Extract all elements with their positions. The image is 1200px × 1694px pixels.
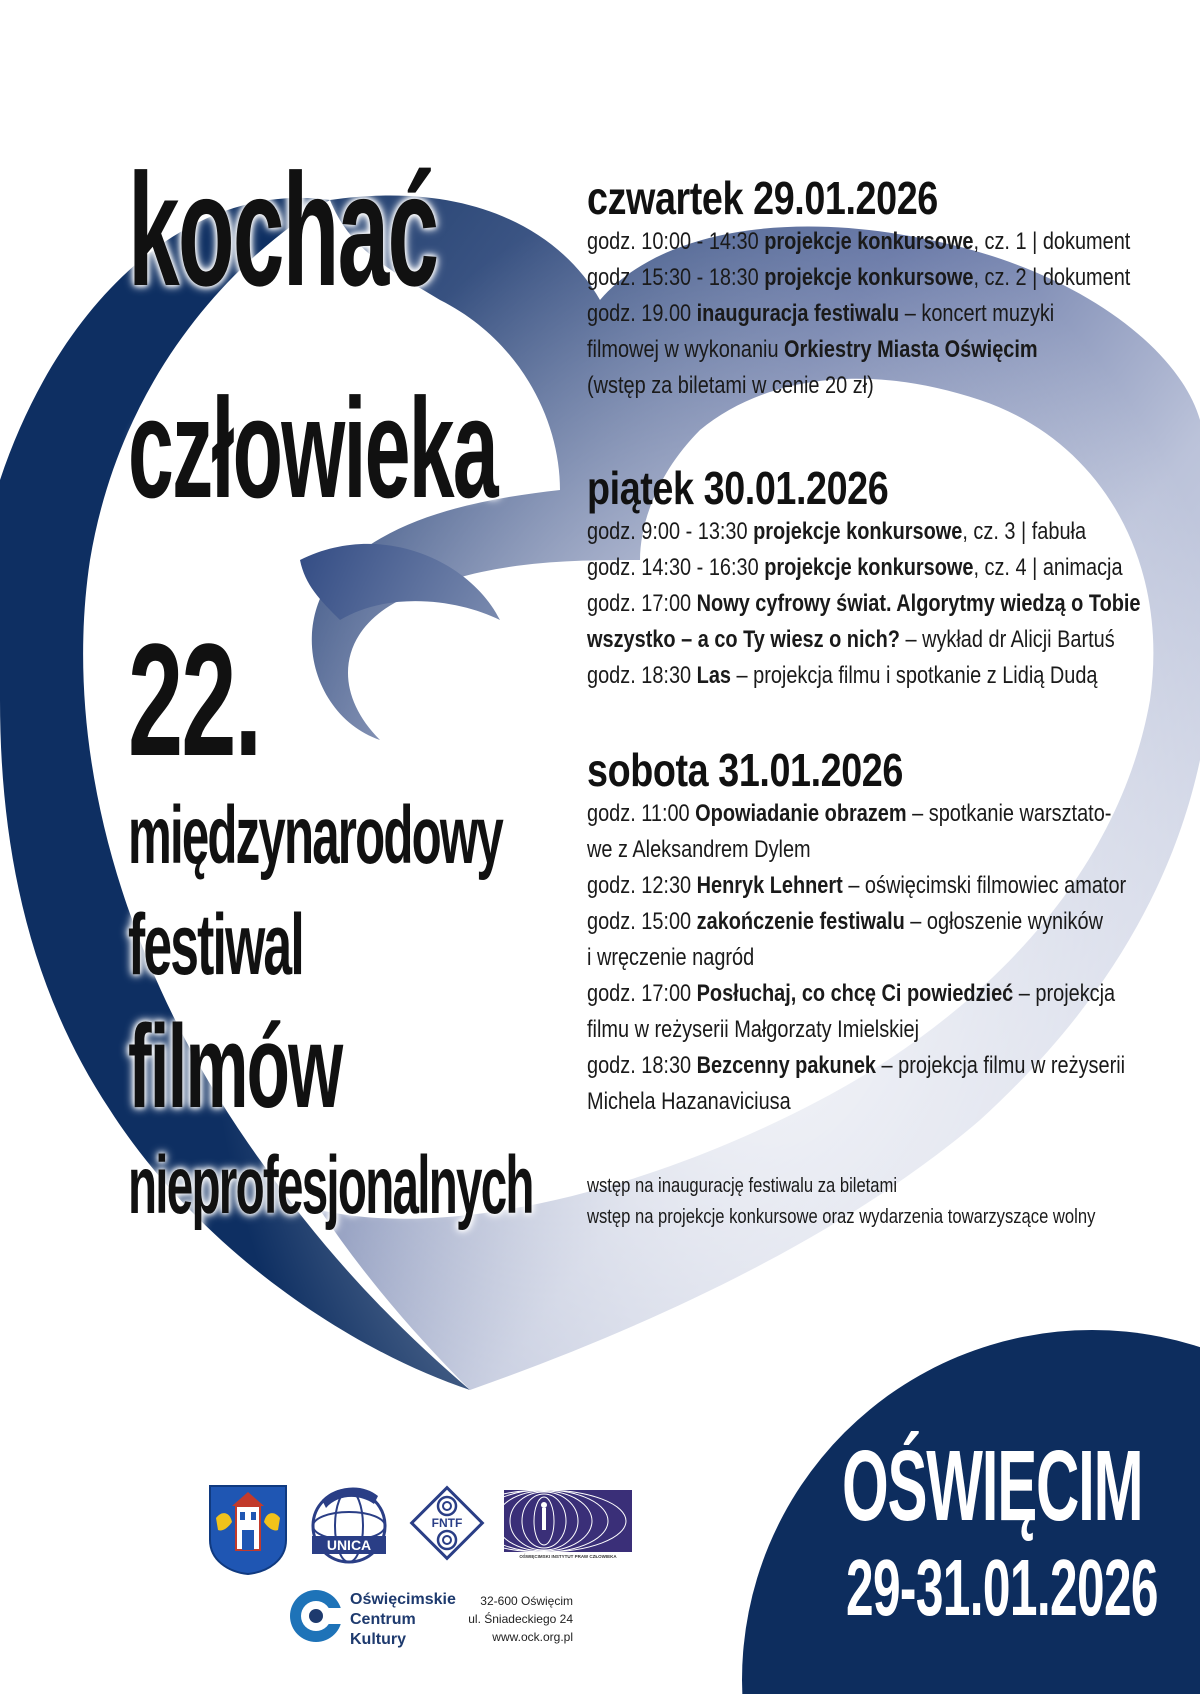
schedule-event-line <box>587 1084 1052 1120</box>
title-edition-number: 22. <box>128 610 261 789</box>
event-time-text: godz. 17:00 <box>587 980 697 1007</box>
schedule-event-line <box>587 260 1131 296</box>
event-description: – oświęcimski filmowiec amator <box>842 872 1127 899</box>
title-line-filmow: filmów <box>128 1001 342 1133</box>
event-time-text: filmu w reżyserii Małgorzaty Imielskiej <box>587 1016 920 1043</box>
schedule-event-line <box>587 940 1052 976</box>
day-events <box>587 796 1147 1120</box>
event-description: – ogłoszenie wyników <box>904 908 1103 935</box>
day-block-thursday <box>587 172 1147 404</box>
event-description: , cz. 4 | animacja <box>973 554 1123 581</box>
event-time-text: godz. 9:00 - 13:30 <box>587 518 754 545</box>
unica-logo <box>308 1478 390 1580</box>
event-time-text: godz. 15:00 <box>587 908 697 935</box>
event-description: – spotkanie warsztato- <box>906 800 1112 827</box>
ock-name-line: Kultury <box>350 1631 406 1648</box>
day-block-friday <box>587 462 1147 694</box>
human-rights-institute-caption: OŚWIĘCIMSKI INSTYTUT PRAW CZŁOWIEKA <box>519 1554 617 1559</box>
title-line-nieprofesjonalnych: nieprofesjonalnych <box>128 1140 533 1231</box>
event-title: projekcje konkursowe <box>753 518 963 545</box>
event-time-text: godz. 18:30 <box>587 1052 697 1079</box>
schedule-event-line <box>587 832 1052 868</box>
event-title: Orkiestry Miasta Oświęcim <box>784 336 1038 363</box>
event-description: – projekcja filmu i spotkanie z Lidią Dudą <box>730 662 1098 689</box>
day-block-saturday <box>587 744 1147 1120</box>
event-time-text: godz. 14:30 - 16:30 <box>587 554 765 581</box>
ock-website-link[interactable]: www.ock.org.pl <box>492 1630 573 1644</box>
day-heading: czwartek 29.01.2026 <box>587 172 938 224</box>
ock-name-line: Centrum <box>350 1611 416 1628</box>
human-rights-institute-logo <box>504 1490 632 1562</box>
event-description: – wykład dr Alicji Bartuś <box>899 626 1115 653</box>
ock-logo <box>288 1588 344 1644</box>
event-time-text: godz. 19.00 <box>587 300 697 327</box>
event-time-text: godz. 12:30 <box>587 872 697 899</box>
event-description: – koncert muzyki <box>899 300 1055 327</box>
festival-dates: 29-31.01.2026 <box>846 1543 1158 1632</box>
schedule-event-line <box>587 1012 1052 1048</box>
event-time-text: (wstęp za biletami w cenie 20 zł) <box>587 372 874 399</box>
ock-address <box>448 1592 573 1646</box>
entry-note-free: wstęp na projekcje konkursowe oraz wydarzenia towarzyszące wolny <box>587 1206 1096 1228</box>
event-description: , cz. 3 | fabuła <box>962 518 1087 545</box>
event-time-text: filmowej w wykonaniu <box>587 336 785 363</box>
event-title: projekcje konkursowe <box>764 264 974 291</box>
event-description: – projekcja filmu w reżyserii <box>876 1052 1126 1079</box>
event-time-text: i wręczenie nagród <box>587 944 755 971</box>
event-title: Henryk Lehnert <box>696 872 843 899</box>
schedule-event-line <box>587 796 1112 832</box>
schedule-event-line <box>587 550 1123 586</box>
title-line-festiwal: festiwal <box>128 897 303 993</box>
schedule-event-line <box>587 586 1141 622</box>
schedule-event-line <box>587 224 1131 260</box>
ock-address-postcode: 32-600 Oświęcim <box>480 1594 573 1608</box>
schedule-event-line <box>587 1048 1126 1084</box>
day-events <box>587 514 1147 694</box>
day-heading: piątek 30.01.2026 <box>587 462 889 514</box>
event-time-text: godz. 15:30 - 18:30 <box>587 264 765 291</box>
schedule-event-line <box>587 368 1052 404</box>
schedule-event-line <box>587 868 1127 904</box>
event-title: Posłuchaj, co chcę Ci powiedzieć <box>696 980 1014 1007</box>
schedule-event-line <box>587 622 1115 658</box>
event-description: , cz. 1 | dokument <box>973 228 1131 255</box>
city-name: OŚWIĘCIM <box>842 1430 1143 1542</box>
title-line-miedzynarodowy: międzynarodowy <box>128 790 502 881</box>
event-title: Nowy cyfrowy świat. Algorytmy wiedzą o Tobie <box>696 590 1141 617</box>
schedule-event-line <box>587 658 1098 694</box>
event-time-text: Michela Hazanaviciusa <box>587 1088 791 1115</box>
fntf-logo-text: FNTF <box>431 1516 463 1530</box>
schedule-event-line <box>587 976 1116 1012</box>
schedule-event-line <box>587 904 1103 940</box>
schedule-event-line <box>587 514 1087 550</box>
event-title: inauguracja festiwalu <box>696 300 900 327</box>
schedule-event-line <box>587 296 1055 332</box>
entry-note-inauguration: wstęp na inaugurację festiwalu za biletami <box>587 1175 898 1197</box>
event-title: Bezcenny pakunek <box>696 1052 877 1079</box>
title-line-kochac: kochać <box>128 140 438 319</box>
oswiecim-crest-logo <box>208 1484 288 1576</box>
event-time-text: godz. 17:00 <box>587 590 697 617</box>
event-title: zakończenie festiwalu <box>696 908 905 935</box>
ock-name <box>350 1590 456 1650</box>
event-title: Las <box>696 662 731 689</box>
day-heading: sobota 31.01.2026 <box>587 744 903 796</box>
title-line-czlowieka: człowieka <box>128 369 497 528</box>
event-time-text: we z Aleksandrem Dylem <box>587 836 811 863</box>
event-title: projekcje konkursowe <box>764 554 974 581</box>
day-events <box>587 224 1147 404</box>
event-time-text: godz. 11:00 <box>587 800 696 827</box>
ock-address-street[interactable]: ul. Śniadeckiego 24 <box>468 1612 573 1626</box>
event-title: wszystko – a co Ty wiesz o nich? <box>587 626 900 653</box>
entry-notes <box>587 1171 1095 1233</box>
event-description: , cz. 2 | dokument <box>973 264 1131 291</box>
event-title: projekcje konkursowe <box>764 228 974 255</box>
unica-logo-text: UNICA <box>326 1537 372 1553</box>
event-time-text: godz. 10:00 - 14:30 <box>587 228 765 255</box>
ock-name-line: Oświęcimskie <box>350 1591 456 1608</box>
fntf-logo <box>404 1480 490 1566</box>
schedule-event-line <box>587 332 1052 368</box>
event-time-text: godz. 18:30 <box>587 662 697 689</box>
event-title: Opowiadanie obrazem <box>695 800 907 827</box>
event-description: – projekcja <box>1013 980 1116 1007</box>
